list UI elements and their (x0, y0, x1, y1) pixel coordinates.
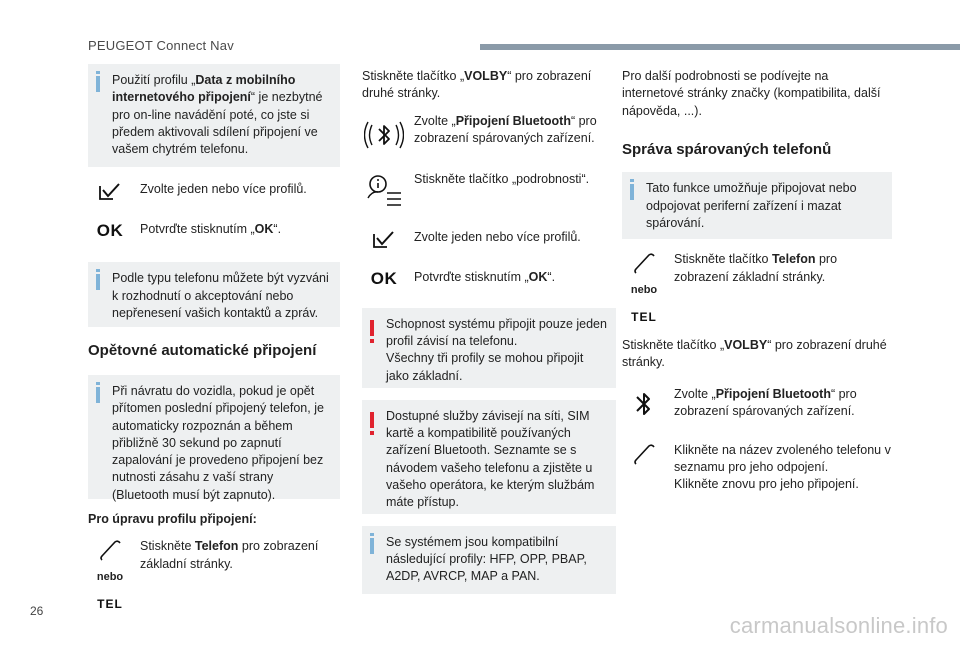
step-text: Stiskněte tlačítko Telefon pro zobrazení základní stránky. (674, 252, 838, 284)
info-marker-icon (370, 538, 374, 554)
or-label: nebo (630, 284, 658, 297)
info-note-compatible-profiles: Se systémem jsou kompatibilní následující profily: HFP, OPP, PBAP, A2DP, AVRCP, MAP a PAN. (362, 526, 616, 594)
step-bluetooth-connection (622, 386, 892, 422)
section-heading-auto-reconnect: Opětovné automatické připojení (88, 342, 317, 360)
header-bar (480, 44, 960, 50)
step-text: Stiskněte tlačítko „podrobnosti“. (414, 171, 590, 186)
step-text: Stiskněte Telefon pro zobrazení základní stránky. (140, 539, 319, 571)
step-select-profiles (88, 181, 340, 201)
info-marker-icon (96, 274, 100, 290)
or-label: nebo (96, 571, 124, 584)
step-text: Potvrďte stisknutím „OK“. (140, 222, 282, 236)
watermark: carmanualsonline.info (729, 612, 948, 638)
warning-note-services: Dostupné služby závisejí na síti, SIM kartě a kompatibilitě používaných zařízení Bluetooth. Seznamte se s návodem vašeho telefonu a zjistěte u vašeho operátora, ke kterým službám máte přístup. (362, 400, 616, 514)
step-tap-phone-name (622, 442, 892, 494)
header-title: PEUGEOT Connect Nav (88, 38, 234, 53)
step-options: Stiskněte tlačítko „VOLBY“ pro zobrazení druhé stránky. (622, 338, 887, 370)
page-number: 26 (30, 604, 44, 618)
intro-options: Stiskněte tlačítko „VOLBY“ pro zobrazení druhé stránky. (362, 69, 592, 101)
step-confirm-ok (88, 219, 340, 242)
info-marker-icon (630, 184, 634, 200)
phone-handset-icon (631, 442, 657, 468)
info-note-contacts: Podle typu telefonu můžete být vyzváni k rozhodnutí o akceptování nebo nepřenesení vašich kontaktů a zpráv. (88, 262, 340, 327)
info-marker-icon (96, 387, 100, 403)
info-note-mobile-data (88, 64, 340, 167)
step-text: Zvolte „Připojení Bluetooth“ pro zobrazení spárovaných zařízení. (414, 113, 597, 145)
column-right (622, 64, 892, 493)
step-text: Klikněte na název zvoleného telefonu v seznamu pro jeho odpojení. Klikněte znovu pro jeho připojení. (674, 442, 891, 492)
phone-handset-icon (631, 251, 657, 277)
info-marker-icon (96, 76, 100, 92)
tel-button-label: TEL (631, 309, 657, 324)
checkbox-check-icon (88, 181, 132, 201)
phone-handset-icon (97, 538, 123, 564)
intro-website: Pro další podrobnosti se podívejte na internetové stránky značky (kompatibilita, další nápověda, ...). (622, 69, 881, 118)
step-press-phone (622, 251, 892, 325)
info-note-manage: Tato funkce umožňuje připojovat nebo odpojovat periferní zařízení i mazat spárování. (622, 172, 892, 239)
ok-icon: OK (370, 268, 398, 288)
warning-marker-icon (370, 320, 374, 336)
step-details (362, 171, 616, 211)
step-confirm-ok (362, 267, 616, 290)
tel-button-label: TEL (97, 596, 123, 611)
bluetooth-icon (632, 386, 656, 422)
column-middle (362, 64, 616, 594)
details-list-icon (364, 171, 404, 211)
checkbox-check-icon (362, 229, 406, 249)
step-bluetooth-connection (362, 113, 616, 157)
ok-icon: OK (96, 221, 124, 240)
info-note-auto-reconnect: Při návratu do vozidla, pokud je opět přítomen poslední připojený telefon, je automaticky rozpoznán a během přibližně 30 sekund po zapnutí zapalování je provedeno připojení bez nutnosti zásahu z vaší strany (Bluetooth musí být zapnuto). (88, 375, 340, 499)
step-text: Zvolte „Připojení Bluetooth“ pro zobrazení spárovaných zařízení. (674, 386, 857, 418)
step-text: Potvrďte stisknutím „OK“. (414, 269, 556, 284)
step-text: Zvolte jeden nebo více profilů. (140, 182, 307, 196)
section-heading-paired-phones: Správa spárovaných telefonů (622, 140, 832, 158)
column-left (88, 64, 340, 612)
sub-heading-edit-profile: Pro úpravu profilu připojení: (88, 512, 257, 527)
bluetooth-search-icon (364, 115, 404, 157)
warning-marker-icon (370, 412, 374, 428)
step-press-phone (88, 538, 340, 612)
step-text: Zvolte jeden nebo více profilů. (414, 229, 581, 244)
info-note-text: Použití profilu „Data z mobilního internetového připojení“ je nezbytné pro on-line navádění poté, co jste si předem aktivovali sdílení připojení ve vašem chytrém telefonu. (112, 73, 323, 156)
step-select-profiles (362, 229, 616, 249)
warning-note-profiles: Schopnost systému připojit pouze jeden profil závisí na telefonu. Všechny tři profily se mohou připojit jako základní. (362, 308, 616, 388)
